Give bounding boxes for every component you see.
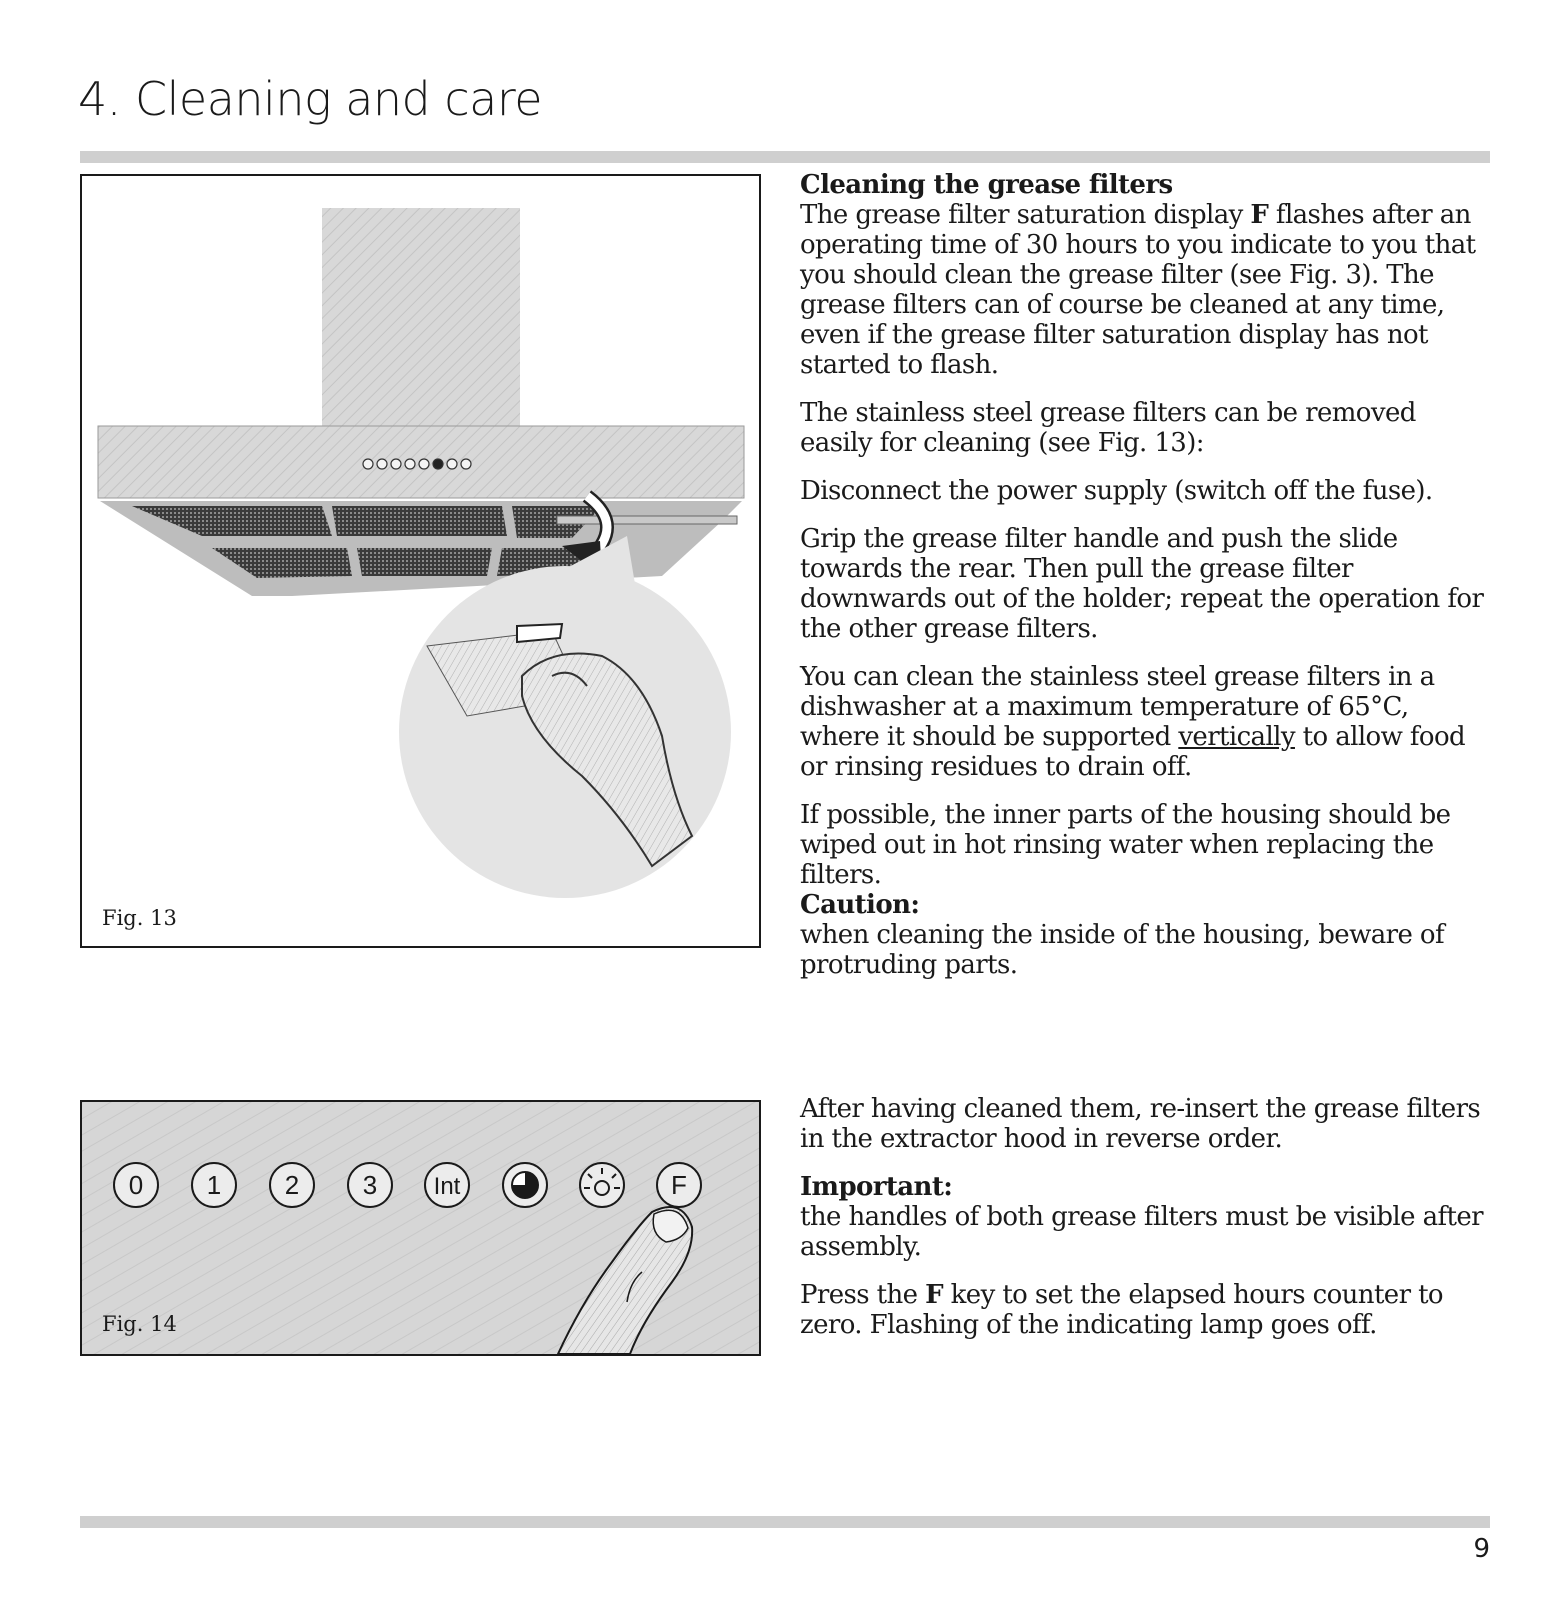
reset-text-start: Press the [800, 1280, 926, 1310]
timer-icon [512, 1172, 538, 1198]
figure-13 [80, 174, 761, 948]
footer-rule [80, 1516, 1490, 1528]
important-heading: Important: [800, 1172, 953, 1202]
button-3-label: 3 [362, 1170, 378, 1200]
f-key-reference-2: F [925, 1280, 943, 1310]
power-paragraph: Disconnect the power supply (switch off the fuse). [800, 476, 1433, 506]
page-number: 9 [1473, 1534, 1490, 1564]
cleaning-grease-filters-section [800, 170, 1490, 980]
reset-text-end: key to set the elapsed hours counter to zero. Flashing of the indicating lamp goes off. [800, 1280, 1443, 1340]
section-heading: Cleaning the grease filters [800, 170, 1173, 200]
page-title: 4. Cleaning and care [78, 72, 543, 126]
reinsert-section [800, 1094, 1490, 1358]
control-panel-illustration [82, 1102, 759, 1354]
button-2-label: 2 [284, 1170, 300, 1200]
saturation-text-end: flashes after an operating time of 30 hours to you indicate to you that you should clean the grease filter (see Fig. 3). The grease filters can of course be cleaned at any time, even if the grease filter saturation display has not started to flash. [800, 200, 1476, 380]
button-f-label: F [671, 1170, 687, 1200]
housing-paragraph: If possible, the inner parts of the housing should be wiped out in hot rinsing water when replacing the filters. [800, 800, 1451, 890]
header-rule [80, 151, 1490, 163]
caution-heading: Caution: [800, 890, 920, 920]
button-0-label: 0 [128, 1170, 144, 1200]
dishwasher-text-end: to allow food or rinsing residues to drain off. [800, 722, 1466, 782]
button-int-label: Int [433, 1173, 461, 1200]
reinsert-paragraph: After having cleaned them, re-insert the grease filters in the extractor hood in reverse order. [800, 1094, 1481, 1154]
figure-14 [80, 1100, 761, 1356]
button-1-label: 1 [206, 1170, 222, 1200]
removal-paragraph: The stainless steel grease filters can be removed easily for cleaning (see Fig. 13): [800, 398, 1416, 458]
vertically-underlined: vertically [1178, 722, 1295, 752]
caution-text: when cleaning the inside of the housing, beware of protruding parts. [800, 920, 1444, 980]
figure-14-caption: Fig. 14 [102, 1312, 177, 1336]
f-key-reference: F [1250, 200, 1269, 230]
saturation-text-start: The grease filter saturation display [800, 200, 1251, 230]
figure-13-caption: Fig. 13 [102, 906, 177, 930]
important-text: the handles of both grease filters must be visible after assembly. [800, 1202, 1483, 1262]
grip-paragraph: Grip the grease filter handle and push the slide towards the rear. Then pull the grease filter downwards out of the holder; repeat the operation for the other grease filters. [800, 524, 1484, 644]
dishwasher-text-start: You can clean the stainless steel grease filters in a dishwasher at a maximum temperature of 65°C, where it should be supported [800, 662, 1435, 752]
range-hood-illustration [82, 176, 759, 946]
